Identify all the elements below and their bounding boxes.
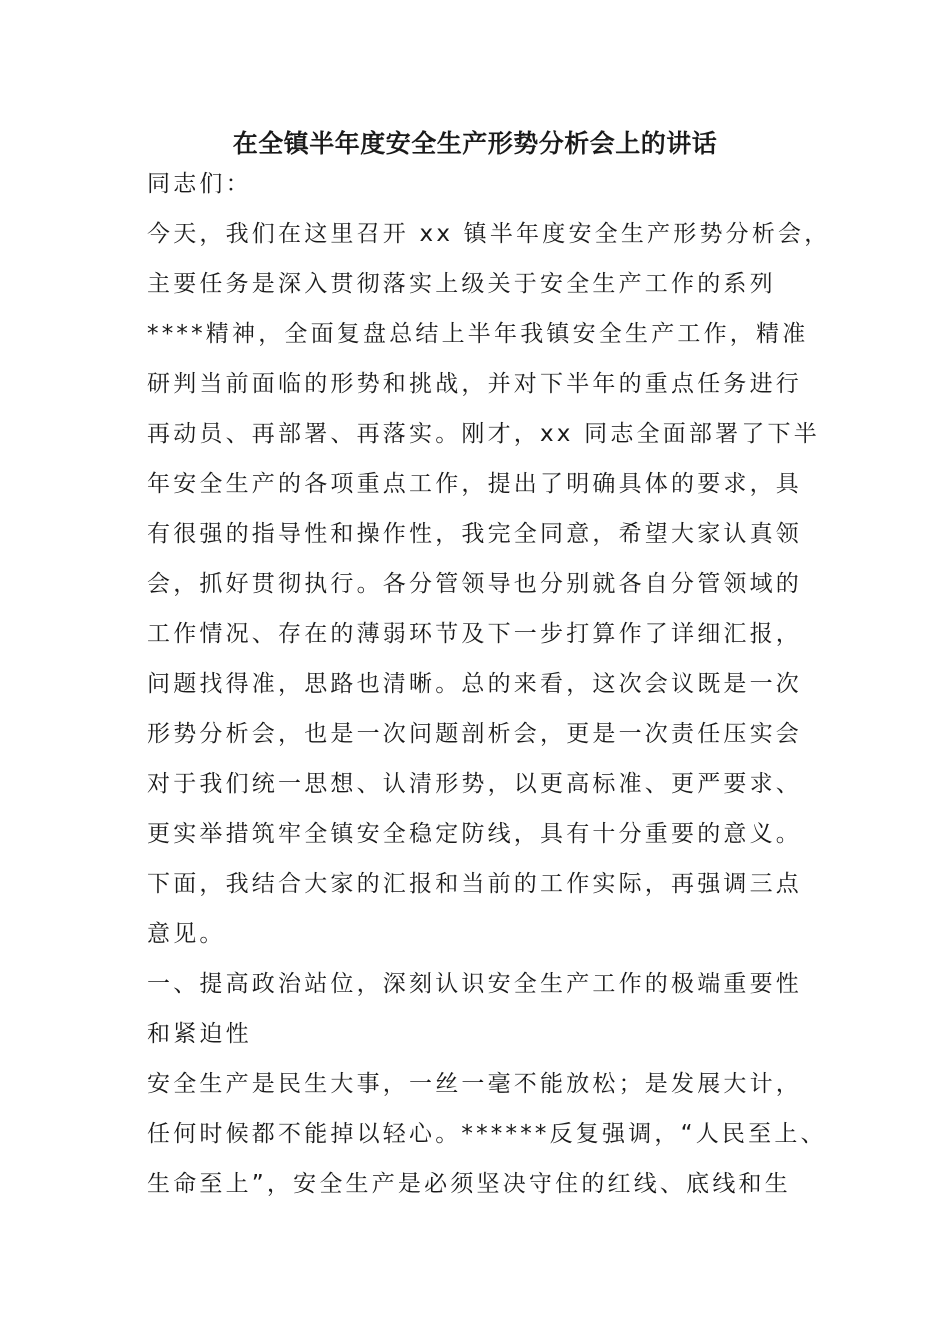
text-line: 下面，我结合大家的汇报和当前的工作实际，再强调三点: [147, 871, 802, 897]
text-line: 年安全生产的各项重点工作，提出了明确具体的要求，具: [147, 471, 802, 497]
text-line: 任何时候都不能掉以轻心。******反复强调，“人民至上、: [147, 1121, 827, 1147]
text-line: 安全生产是民生大事，一丝一毫不能放松；是发展大计，: [147, 1071, 802, 1097]
text-line: 同志们：: [147, 171, 252, 197]
section-heading-line: 一、提高政治站位，深刻认识安全生产工作的极端重要性: [147, 971, 802, 997]
text-line: 形势分析会，也是一次问题剖析会，更是一次责任压实会: [147, 721, 802, 747]
text-line: 对于我们统一思想、认清形势，以更高标准、更严要求、: [147, 771, 802, 797]
document-title: 在全镇半年度安全生产形势分析会上的讲话: [232, 129, 718, 158]
text-line: 再动员、再部署、再落实。刚才，xx 同志全面部署了下半: [147, 421, 820, 447]
text-line: 今天，我们在这里召开 xx 镇半年度安全生产形势分析会，: [147, 221, 831, 247]
text-line: 生命至上”，安全生产是必须坚决守住的红线、底线和生: [147, 1171, 791, 1197]
text-line: 工作情况、存在的薄弱环节及下一步打算作了详细汇报，: [147, 621, 802, 647]
section-heading-line: 和紧迫性: [147, 1021, 252, 1047]
text-line: 主要任务是深入贯彻落实上级关于安全生产工作的系列: [147, 271, 776, 297]
text-line: 有很强的指导性和操作性，我完全同意，希望大家认真领: [147, 521, 802, 547]
text-line: 问题找得准，思路也清晰。总的来看，这次会议既是一次: [147, 671, 802, 697]
text-line: 会，抓好贯彻执行。各分管领导也分别就各自分管领域的: [147, 571, 802, 597]
text-line: 研判当前面临的形势和挑战，并对下半年的重点任务进行: [147, 371, 802, 397]
text-line: ****精神，全面复盘总结上半年我镇安全生产工作，精准: [147, 321, 809, 347]
text-line: 更实举措筑牢全镇安全稳定防线，具有十分重要的意义。: [147, 821, 802, 847]
text-line: 意见。: [147, 921, 226, 947]
